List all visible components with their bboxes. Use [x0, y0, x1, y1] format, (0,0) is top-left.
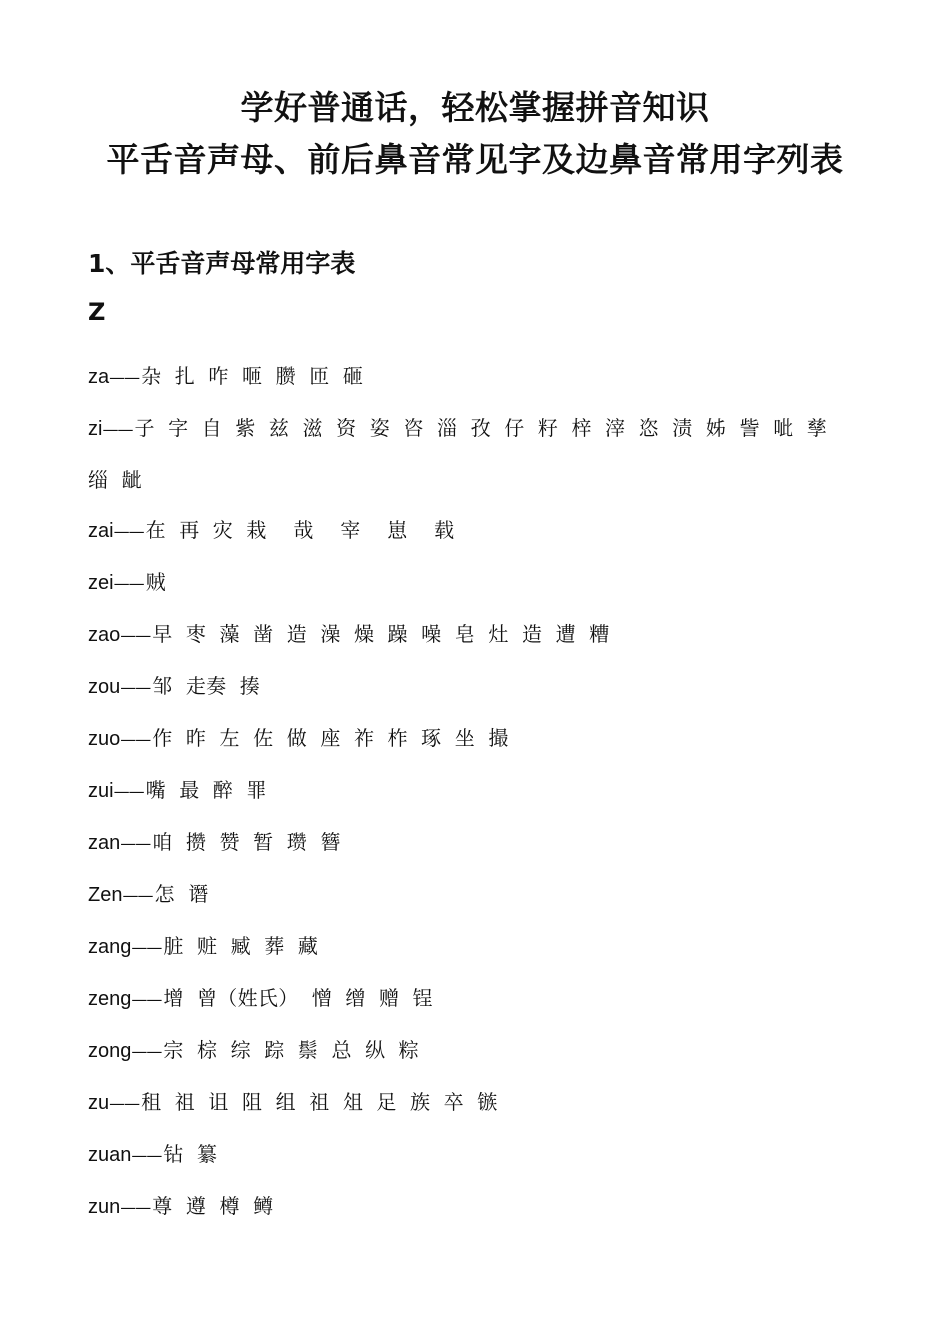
- dash-separator: ——: [120, 834, 151, 853]
- list-item: [88, 869, 868, 921]
- dash-separator: ——: [120, 1198, 151, 1217]
- section-heading: 1、平舌音声母常用字表: [88, 249, 356, 278]
- list-item: [88, 609, 868, 661]
- pinyin-syllable: zai: [88, 520, 114, 542]
- list-item: [88, 1129, 868, 1181]
- list-item: [88, 765, 868, 817]
- pinyin-syllable: Zen: [88, 884, 123, 906]
- character-group: 尊 遵 樽 鳟: [152, 1194, 274, 1218]
- pinyin-syllable: zan: [88, 832, 121, 854]
- character-group: 杂 扎 咋 咂 臜 匝 砸: [141, 364, 364, 388]
- character-group: 早 枣 藻 凿 造 澡 燥 躁 噪 皂 灶 造 遭 糟: [152, 622, 610, 646]
- character-group: 作 昨 左 佐 做 座 祚 柞 琢 坐 撮: [152, 726, 509, 750]
- dash-separator: ——: [102, 420, 133, 439]
- list-item: [88, 1077, 868, 1129]
- pinyin-syllable: zi: [88, 418, 103, 440]
- pinyin-syllable: zong: [88, 1040, 132, 1062]
- list-item: [88, 351, 868, 403]
- character-group: 脏 赃 臧 葬 藏: [163, 934, 319, 958]
- character-group: 租 祖 诅 阻 组 祖 俎 足 族 卒 镞: [141, 1090, 498, 1114]
- dash-separator: ——: [109, 1094, 140, 1113]
- list-item-continuation: [88, 455, 868, 505]
- dash-separator: ——: [113, 574, 144, 593]
- character-group: 缁 龇: [88, 468, 142, 492]
- document-subtitle: 平舌音声母、前后鼻音常见字及边鼻音常用字列表: [106, 140, 844, 179]
- document-title: 学好普通话，轻松掌握拼音知识: [240, 88, 710, 127]
- pinyin-syllable: zui: [88, 780, 114, 802]
- list-item: [88, 1181, 868, 1233]
- character-group: 怎 谮: [154, 882, 209, 906]
- initial-letter-heading: Z: [88, 298, 106, 326]
- character-group: 钻 纂: [163, 1142, 218, 1166]
- list-item: [88, 973, 868, 1025]
- dash-separator: ——: [131, 1146, 162, 1165]
- pinyin-syllable: zao: [88, 624, 121, 646]
- character-group: 在 再 灾 栽 哉 宰 崽 载: [145, 518, 455, 542]
- character-group: 嘴 最 醉 罪: [145, 778, 267, 802]
- list-item: [88, 1025, 868, 1077]
- pinyin-syllable: zuan: [88, 1144, 132, 1166]
- dash-separator: ——: [131, 1042, 162, 1061]
- pinyin-syllable: zei: [88, 572, 114, 594]
- pinyin-syllable: za: [88, 366, 110, 388]
- dash-separator: ——: [120, 678, 151, 697]
- character-group: 邹 走奏 揍: [152, 674, 261, 698]
- pinyin-syllable: zeng: [88, 988, 132, 1010]
- pinyin-syllable: zang: [88, 936, 132, 958]
- list-item: [88, 557, 868, 609]
- pinyin-syllable: zun: [88, 1196, 121, 1218]
- list-item: [88, 661, 868, 713]
- list-item: [88, 505, 868, 557]
- character-list: [88, 351, 868, 1233]
- list-item: [88, 817, 868, 869]
- character-group: 贼: [145, 570, 166, 594]
- dash-separator: ——: [131, 990, 162, 1009]
- character-group: 咱 攒 赞 暂 瓒 簪: [152, 830, 341, 854]
- dash-separator: ——: [120, 730, 151, 749]
- dash-separator: ——: [113, 782, 144, 801]
- dash-separator: ——: [120, 626, 151, 645]
- pinyin-syllable: zu: [88, 1092, 110, 1114]
- list-item: [88, 921, 868, 973]
- pinyin-syllable: zuo: [88, 728, 121, 750]
- list-item: [88, 713, 868, 765]
- list-item: [88, 403, 868, 455]
- character-group: 宗 棕 综 踪 鬃 总 纵 粽: [163, 1038, 419, 1062]
- character-group: 增 曾（姓氏） 憎 缯 赠 锃: [163, 986, 433, 1010]
- pinyin-syllable: zou: [88, 676, 121, 698]
- dash-separator: ——: [131, 938, 162, 957]
- dash-separator: ——: [109, 368, 140, 387]
- dash-separator: ——: [122, 886, 153, 905]
- character-group: 子 字 自 紫 兹 滋 资 姿 咨 淄 孜 仔 籽 梓 滓 恣 渍 姊 訾 呲 孳: [134, 416, 828, 440]
- dash-separator: ——: [113, 522, 144, 541]
